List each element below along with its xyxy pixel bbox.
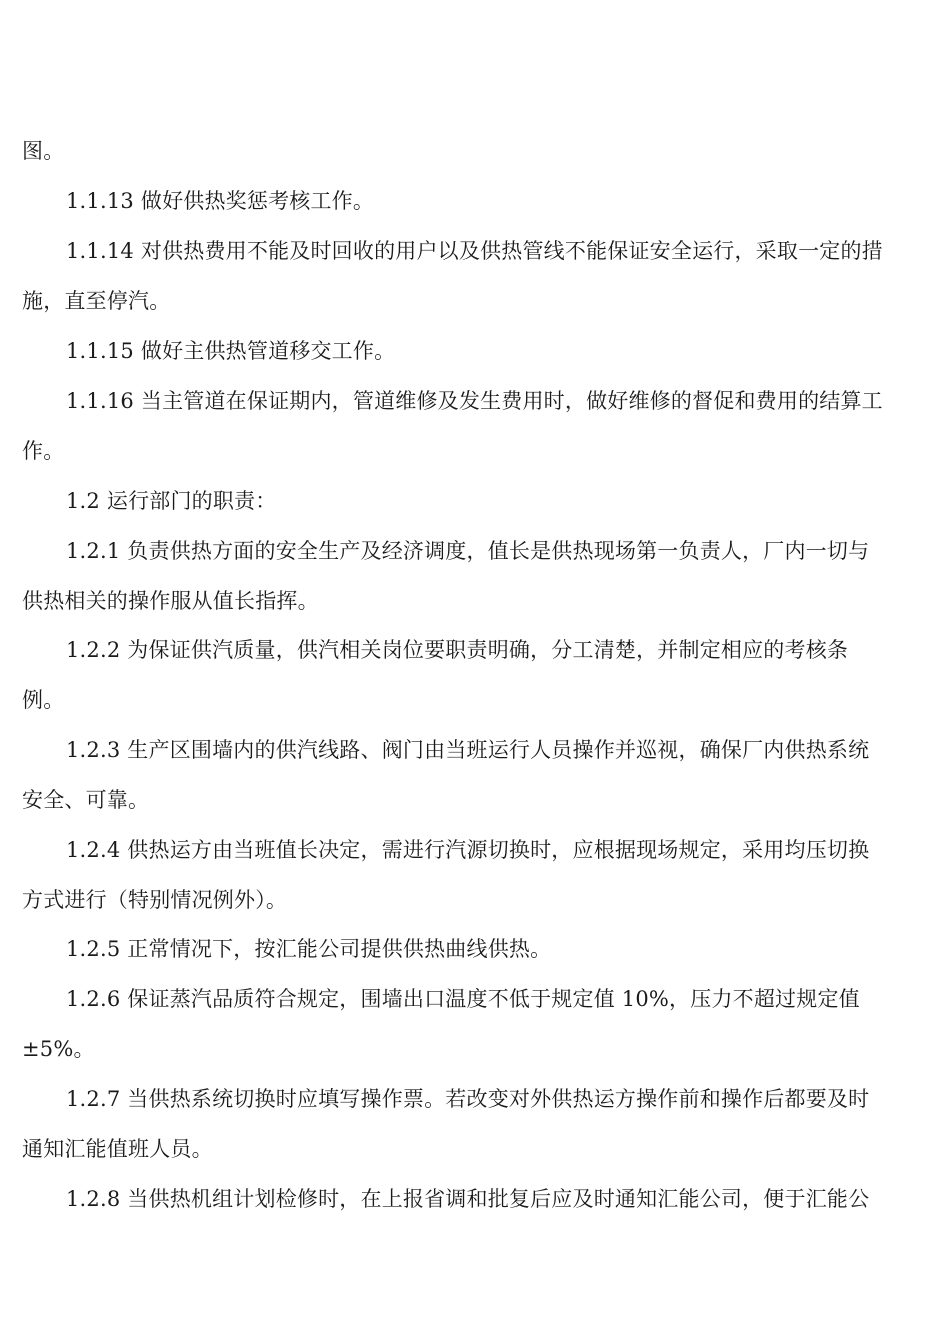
text-line: 1.2.8 当供热机组计划检修时，在上报省调和批复后应及时通知汇能公司，便于汇能公 [66, 1187, 870, 1211]
text-line: 1.2.4 供热运方由当班值长决定，需进行汽源切换时，应根据现场规定，采用均压切换 [66, 838, 870, 862]
text-line: 1.1.14 对供热费用不能及时回收的用户以及供热管线不能保证安全运行，采取一定的措 [66, 239, 883, 263]
text-line: ±5%。 [22, 1037, 95, 1061]
section-heading: 1.2 运行部门的职责： [66, 489, 277, 513]
text-line: 1.2.5 正常情况下，按汇能公司提供供热曲线供热。 [66, 937, 552, 961]
text-line: 1.2.2 为保证供汽质量，供汽相关岗位要职责明确，分工清楚，并制定相应的考核条 [66, 638, 849, 662]
text-line: 例。 [22, 688, 65, 712]
text-line: 1.2.1 负责供热方面的安全生产及经济调度，值长是供热现场第一负责人，厂内一切与 [66, 539, 870, 563]
text-line: 作。 [22, 439, 65, 463]
text-line: 方式进行（特别情况例外）。 [22, 888, 288, 912]
text-line: 1.2.6 保证蒸汽品质符合规定，围墙出口温度不低于规定值 10%，压力不超过规定值 [66, 987, 860, 1011]
text-line: 施，直至停汽。 [22, 289, 171, 313]
text-line: 安全、可靠。 [22, 788, 150, 812]
text-line: 供热相关的操作服从值长指挥。 [22, 589, 319, 613]
text-line: 1.2.3 生产区围墙内的供汽线路、阀门由当班运行人员操作并巡视，确保厂内供热系统 [66, 738, 870, 762]
text-line: 通知汇能值班人员。 [22, 1137, 213, 1161]
text-line: 1.2.7 当供热系统切换时应填写操作票。若改变对外供热运方操作前和操作后都要及时 [66, 1087, 870, 1111]
text-line: 1.1.13 做好供热奖惩考核工作。 [66, 189, 375, 213]
text-line: 图。 [22, 139, 65, 163]
text-line: 1.1.16 当主管道在保证期内，管道维修及发生费用时，做好维修的督促和费用的结算工 [66, 389, 883, 413]
text-line: 1.1.15 做好主供热管道移交工作。 [66, 339, 396, 363]
